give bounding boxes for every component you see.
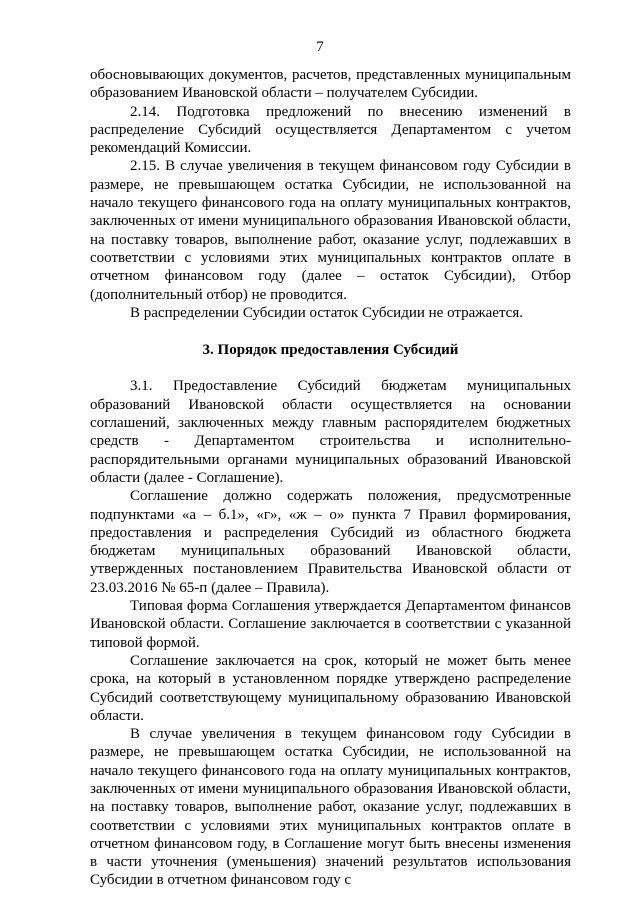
paragraph-3-1: 3.1. Предоставление Субсидий бюджетам муниципальных образований Ивановской области осуществляется на основании соглашений, заключенных между главным распорядителем бюджетных средств - Департаментом строительства и исполнительно-распорядительными органами муниципальных образований Ивановской области (далее - Соглашение). bbox=[90, 378, 571, 486]
paragraph-continuation: обосновывающих документов, расчетов, представленных муниципальным образованием Ивановской области – получателем Субсидии. bbox=[90, 67, 571, 102]
section-heading: 3. Порядок предоставления Субсидий bbox=[202, 342, 459, 359]
paragraph-remainder-note: В распределении Субсидии остаток Субсидии не отражается. bbox=[130, 304, 523, 321]
paragraph-typical-form: Типовая форма Соглашения утверждается Департаментом финансов Ивановской области. Соглашение заключается в соответствии с указанной типовой формой. bbox=[90, 598, 571, 651]
paragraph-agreement-term: Соглашение заключается на срок, который не может быть менее срока, на который в установленном порядке утверждено распределение Субсидий соответствующему муниципальному образованию Ивановской области. bbox=[90, 652, 571, 724]
paragraph-2-15: 2.15. В случае увеличения в текущем финансовом году Субсидии в размере, не превышающем остатка Субсидии, не использованной на начало текущего финансового года на оплату муниципальных контрактов, заключенных от имени муниципального образования Ивановской области, на поставку товаров, выполнение работ, оказание услуг, подлежавших в соответствии с условиями этих муниципальных контрактов оплате в отчетном финансовом году (далее – остаток Субсидии), Отбор (дополнительный отбор) не проводится. bbox=[90, 158, 571, 303]
paragraph-2-14: 2.14. Подготовка предложений по внесению изменений в распределение Субсидий осуществляется Департаментом с учетом рекомендаций Комиссии. bbox=[90, 103, 571, 157]
paragraph-agreement-content: Соглашение должно содержать положения, предусмотренные подпунктами «а – б.1», «г», «ж – о» пункта 7 Правил формирования, предоставления и распределения Субсидий из областного бюджета бюджетам муниципальных образований Ивановской области, утвержденных постановлением Правительства Ивановской области от 23.03.2016 № 65-п (далее – Правила). bbox=[90, 488, 571, 596]
paragraph-subsidy-increase: В случае увеличения в текущем финансовом году Субсидии в размере, не превышающем остатка Субсидии, не использованной на начало текущего финансового года на оплату муниципальных контрактов, заключенных от имени муниципального образования Ивановской области, на поставку товаров, выполнение работ, оказание услуг, подлежавших в соответствии с условиями этих муниципальных контрактов оплате в отчетном финансовом году, в Соглашение могут быть внесены изменения в части уточнения (уменьшения) значений результатов использования Субсидии в отчетном финансовом году с bbox=[90, 726, 571, 889]
document-body bbox=[90, 66, 571, 890]
page-number: 7 bbox=[316, 39, 324, 55]
